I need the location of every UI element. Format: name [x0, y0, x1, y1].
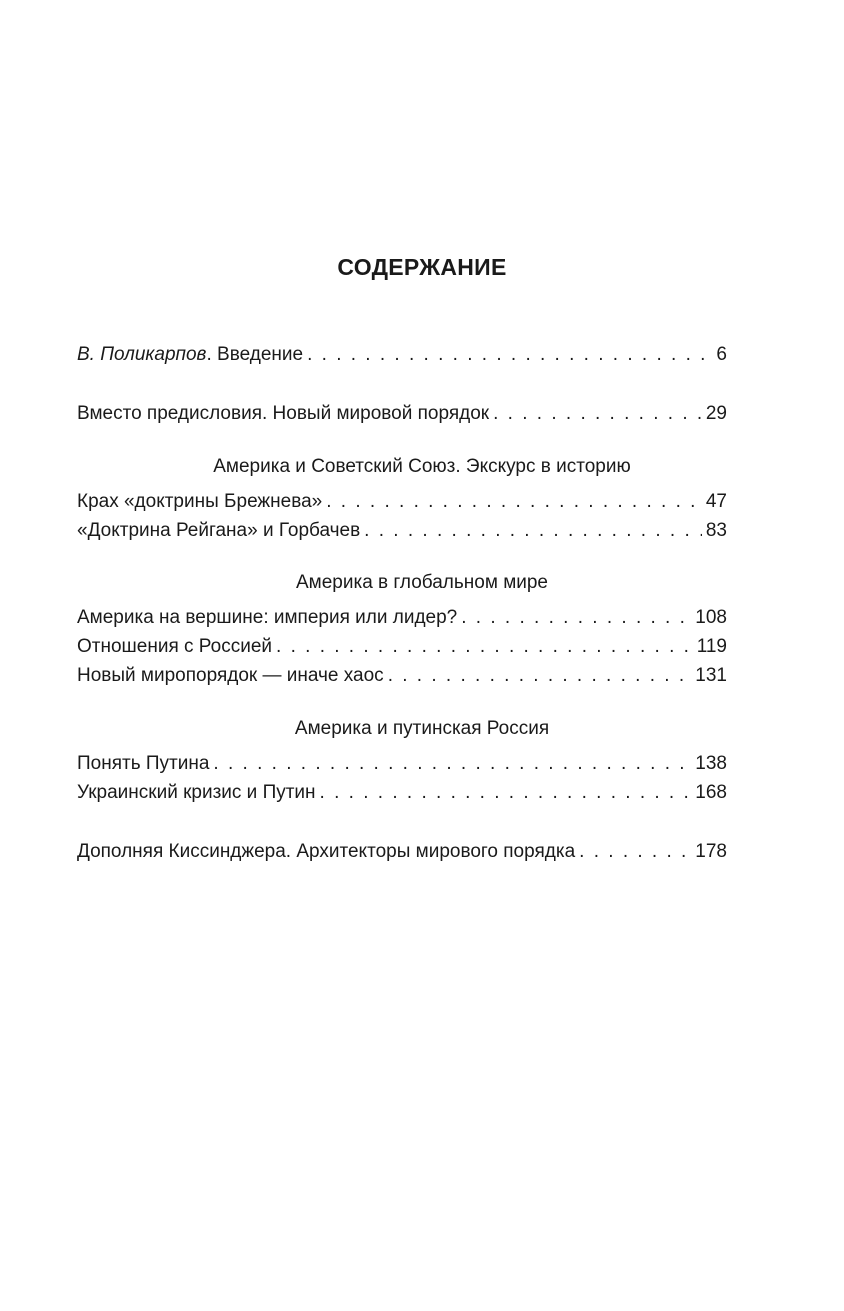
- toc-entry-preface[interactable]: [77, 400, 727, 428]
- dot-leader: [213, 750, 691, 778]
- toc-entry-title: Отношения с Россией: [77, 636, 273, 657]
- toc-entry-title: «Доктрина Рейгана» и Горбачев: [77, 520, 361, 541]
- toc-entry[interactable]: [77, 633, 727, 661]
- toc-entry-page: 131: [695, 665, 727, 686]
- toc-entry-intro[interactable]: [77, 341, 727, 369]
- toc-entry[interactable]: [77, 488, 727, 516]
- toc-entry-title: Понять Путина: [77, 753, 210, 774]
- toc-entry-title: Дополняя Киссинджера. Архитекторы мирового порядка: [77, 841, 576, 862]
- dot-leader: [307, 341, 712, 369]
- section-heading: Америка в глобальном мире: [295, 572, 549, 593]
- section-heading: Америка и путинская Россия: [294, 718, 550, 739]
- toc-entry-page: 168: [695, 782, 727, 803]
- dot-leader: [320, 779, 692, 807]
- section-heading: Америка и Советский Союз. Экскурс в историю: [213, 456, 631, 477]
- toc-entry-title: Новый миропорядок — иначе хаос: [77, 665, 384, 686]
- toc-entry-page: 6: [716, 344, 727, 365]
- toc-entry-page: 47: [705, 491, 727, 512]
- toc-entry-separator: .: [206, 344, 218, 365]
- toc-entry-afterword[interactable]: [77, 838, 727, 866]
- toc-entry[interactable]: [77, 517, 727, 545]
- toc-entry-page: 83: [705, 520, 727, 541]
- toc-entry-title: Крах «доктрины Брежнева»: [77, 491, 323, 512]
- dot-leader: [493, 400, 702, 428]
- toc-entry-label: [77, 341, 303, 369]
- toc-entry-title: Вместо предисловия. Новый мировой порядок: [77, 403, 490, 424]
- dot-leader: [326, 488, 702, 516]
- dot-leader: [461, 604, 691, 632]
- toc-entry-page: 138: [695, 753, 727, 774]
- dot-leader: [579, 838, 691, 866]
- toc-entry-title: Украинский кризис и Путин: [77, 782, 316, 803]
- toc-entry-title: Введение: [217, 344, 304, 365]
- toc-entry-page: 178: [695, 841, 727, 862]
- toc-entry[interactable]: [77, 779, 727, 807]
- toc-entry-title: Америка на вершине: империя или лидер?: [77, 607, 458, 628]
- toc-entry-page: 29: [705, 403, 727, 424]
- dot-leader: [388, 662, 692, 690]
- toc-entry[interactable]: [77, 662, 727, 690]
- toc-entry-page: 108: [695, 607, 727, 628]
- page-title: СОДЕРЖАНИЕ: [337, 254, 507, 280]
- dot-leader: [364, 517, 702, 545]
- dot-leader: [276, 633, 693, 661]
- toc-entry[interactable]: [77, 604, 727, 632]
- toc-entry-page: 119: [696, 636, 727, 657]
- toc-entry[interactable]: [77, 750, 727, 778]
- toc-entry-author: В. Поликарпов: [77, 344, 207, 365]
